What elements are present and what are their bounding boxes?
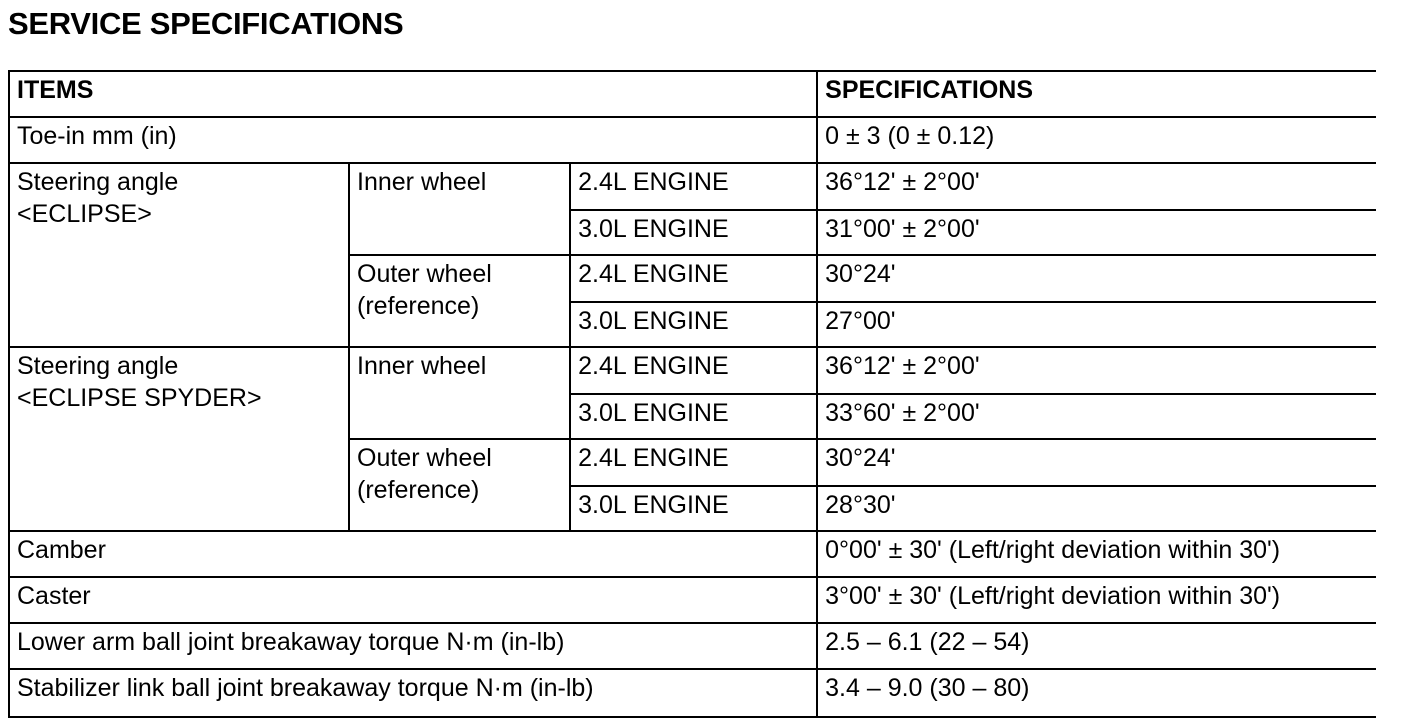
camber-value: 0°00' ± 30' (Left/right deviation within 30'): [817, 531, 1376, 577]
lower-arm-value: 2.5 – 6.1 (22 – 54): [817, 623, 1376, 669]
spyder-inner-30-value: 33°60' ± 2°00': [817, 394, 1376, 439]
table-row-lower-arm: [9, 623, 1376, 669]
spyder-inner-wheel-label: Inner wheel: [349, 347, 570, 439]
spyder-outer-30-engine: 3.0L ENGINE: [570, 486, 817, 531]
caster-value: 3°00' ± 30' (Left/right deviation within 30'): [817, 577, 1376, 623]
eclipse-outer-24-engine: 2.4L ENGINE: [570, 255, 817, 302]
lower-arm-label: Lower arm ball joint breakaway torque N·m (in-lb): [9, 623, 817, 669]
spec-table: [8, 70, 1376, 718]
spyder-outer-wheel-label: [349, 439, 570, 531]
eclipse-outer-wheel-label: [349, 255, 570, 347]
eclipse-inner-wheel-label: Inner wheel: [349, 163, 570, 255]
table-row-caster: [9, 577, 1376, 623]
spyder-outer-wheel-line1: Outer wheel: [357, 444, 492, 472]
table-header-row: [9, 71, 1376, 117]
eclipse-outer-wheel-line2: (reference): [357, 292, 480, 320]
table-row-stabilizer: [9, 669, 1376, 717]
spyder-inner-30-engine: 3.0L ENGINE: [570, 394, 817, 439]
page-title: SERVICE SPECIFICATIONS: [8, 6, 404, 41]
toe-in-label: Toe-in mm (in): [9, 117, 817, 163]
eclipse-inner-24-engine: 2.4L ENGINE: [570, 163, 817, 210]
eclipse-inner-24-value: 36°12' ± 2°00': [817, 163, 1376, 210]
steering-eclipse-label-line2: <ECLIPSE>: [17, 200, 152, 228]
steering-spyder-label-line1: Steering angle: [17, 352, 179, 380]
steering-eclipse-label-line1: Steering angle: [17, 168, 179, 196]
caster-label: Caster: [9, 577, 817, 623]
table-row-eclipse-inner-24: [9, 163, 1376, 210]
eclipse-outer-30-engine: 3.0L ENGINE: [570, 302, 817, 347]
spyder-outer-24-engine: 2.4L ENGINE: [570, 439, 817, 486]
spyder-inner-24-engine: 2.4L ENGINE: [570, 347, 817, 394]
header-items: ITEMS: [9, 71, 817, 117]
camber-label: Camber: [9, 531, 817, 577]
spyder-outer-30-value: 28°30': [817, 486, 1376, 531]
steering-eclipse-label: [9, 163, 349, 347]
steering-spyder-label: [9, 347, 349, 531]
stabilizer-value: 3.4 – 9.0 (30 – 80): [817, 669, 1376, 717]
stabilizer-label: Stabilizer link ball joint breakaway torque N·m (in-lb): [9, 669, 817, 717]
table-row-toe-in: [9, 117, 1376, 163]
eclipse-outer-wheel-line1: Outer wheel: [357, 260, 492, 288]
steering-spyder-label-line2: <ECLIPSE SPYDER>: [17, 384, 262, 412]
eclipse-inner-30-value: 31°00' ± 2°00': [817, 210, 1376, 255]
spyder-inner-24-value: 36°12' ± 2°00': [817, 347, 1376, 394]
eclipse-outer-24-value: 30°24': [817, 255, 1376, 302]
spyder-outer-wheel-line2: (reference): [357, 476, 480, 504]
spyder-outer-24-value: 30°24': [817, 439, 1376, 486]
table-row-spyder-inner-24: [9, 347, 1376, 394]
eclipse-outer-30-value: 27°00': [817, 302, 1376, 347]
eclipse-inner-30-engine: 3.0L ENGINE: [570, 210, 817, 255]
table-row-camber: [9, 531, 1376, 577]
header-specifications: SPECIFICATIONS: [817, 71, 1376, 117]
toe-in-value: 0 ± 3 (0 ± 0.12): [817, 117, 1376, 163]
